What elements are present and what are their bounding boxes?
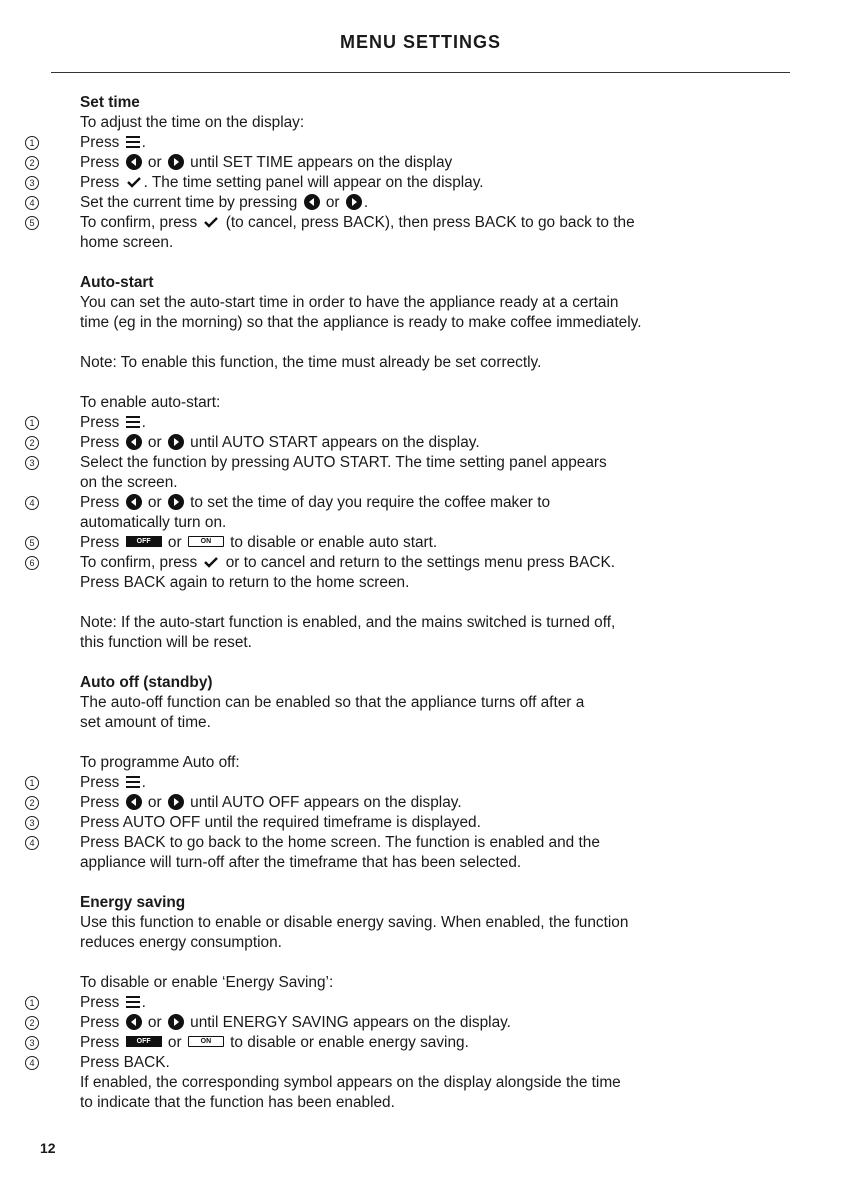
off-button-icon: OFF: [126, 536, 162, 547]
left-arrow-icon: [126, 154, 142, 170]
set-time-step-3: 3 Press . The time setting panel will appear on the display.: [80, 173, 780, 193]
step-number: 2: [25, 156, 39, 170]
right-arrow-icon: [168, 154, 184, 170]
step-number: 6: [25, 556, 39, 570]
left-arrow-icon: [126, 434, 142, 450]
set-time-step-4: 4 Set the current time by pressing or .: [80, 193, 780, 213]
auto-start-step-1: 1 Press .: [80, 413, 780, 433]
off-button-icon: OFF: [126, 1036, 162, 1047]
check-icon: [126, 175, 142, 189]
section-heading-set-time: Set time: [80, 94, 140, 111]
step-number: 1: [25, 996, 39, 1010]
auto-start-step-4: 4 Press or to set the time of day you require the coffee maker to: [80, 493, 780, 513]
auto-off-desc-2: set amount of time.: [80, 714, 211, 731]
auto-off-step-4-cont: appliance will turn-off after the timeframe that has been selected.: [80, 854, 522, 871]
step-number: 2: [25, 436, 39, 450]
right-arrow-icon: [168, 1014, 184, 1030]
section-heading-energy-saving: Energy saving: [80, 894, 186, 911]
right-arrow-icon: [168, 434, 184, 450]
set-time-step-5: 5 To confirm, press (to cancel, press BACK), then press BACK to go back to the: [80, 213, 780, 233]
energy-saving-intro: To disable or enable ‘Energy Saving’:: [80, 974, 334, 991]
auto-start-step-4-cont: automatically turn on.: [80, 514, 227, 531]
auto-start-desc-1: You can set the auto-start time in order to have the appliance ready at a certain: [80, 294, 619, 311]
auto-start-note-2b: this function will be reset.: [80, 634, 252, 651]
energy-saving-step-2: 2 Press or until ENERGY SAVING appears on the display.: [80, 1013, 780, 1033]
auto-start-step-5: 5 Press OFF or ON to disable or enable auto start.: [80, 533, 780, 553]
menu-icon: [126, 996, 140, 1008]
set-time-step-2: 2 Press or until SET TIME appears on the display: [80, 153, 780, 173]
energy-saving-step-1: 1 Press .: [80, 993, 780, 1013]
step-number: 3: [25, 1036, 39, 1050]
section-heading-auto-start: Auto-start: [80, 274, 154, 291]
energy-saving-desc-2: reduces energy consumption.: [80, 934, 282, 951]
left-arrow-icon: [304, 194, 320, 210]
step-number: 3: [25, 456, 39, 470]
menu-icon: [126, 416, 140, 428]
energy-saving-step-4-cont2: to indicate that the function has been enabled.: [80, 1094, 395, 1111]
step-number: 4: [25, 1056, 39, 1070]
step-number: 4: [25, 836, 39, 850]
auto-off-desc-1: The auto-off function can be enabled so that the appliance turns off after a: [80, 694, 585, 711]
check-icon: [203, 555, 219, 569]
auto-start-step-6-cont: Press BACK again to return to the home screen.: [80, 574, 410, 591]
auto-off-step-1: 1 Press .: [80, 773, 780, 793]
auto-off-intro: To programme Auto off:: [80, 754, 240, 771]
energy-saving-step-4: 4 Press BACK.: [80, 1053, 780, 1073]
on-button-icon: ON: [188, 1036, 224, 1047]
auto-start-step-3-cont: on the screen.: [80, 474, 178, 491]
step-number: 4: [25, 196, 39, 210]
right-arrow-icon: [346, 194, 362, 210]
check-icon: [203, 215, 219, 229]
left-arrow-icon: [126, 1014, 142, 1030]
set-time-step-1: 1 Press .: [80, 133, 780, 153]
page-number: 12: [40, 1140, 56, 1156]
energy-saving-desc-1: Use this function to enable or disable energy saving. When enabled, the function: [80, 914, 629, 931]
menu-icon: [126, 136, 140, 148]
step-number: 2: [25, 796, 39, 810]
right-arrow-icon: [168, 794, 184, 810]
step-number: 3: [25, 176, 39, 190]
left-arrow-icon: [126, 794, 142, 810]
step-number: 2: [25, 1016, 39, 1030]
left-arrow-icon: [126, 494, 142, 510]
step-number: 1: [25, 776, 39, 790]
auto-off-step-4: 4 Press BACK to go back to the home screen. The function is enabled and the: [80, 833, 780, 853]
section-heading-auto-off: Auto off (standby): [80, 674, 213, 691]
header-divider: [51, 72, 790, 73]
step-number: 4: [25, 496, 39, 510]
auto-start-step-2: 2 Press or until AUTO START appears on the display.: [80, 433, 780, 453]
auto-start-step-3: 3 Select the function by pressing AUTO START. The time setting panel appears: [80, 453, 780, 473]
auto-start-note-2a: Note: If the auto-start function is enabled, and the mains switched is turned off,: [80, 614, 616, 631]
auto-start-note: Note: To enable this function, the time must already be set correctly.: [80, 354, 542, 371]
step-number: 5: [25, 216, 39, 230]
right-arrow-icon: [168, 494, 184, 510]
menu-icon: [126, 776, 140, 788]
auto-start-step-6: 6 To confirm, press or to cancel and return to the settings menu press BACK.: [80, 553, 780, 573]
step-number: 1: [25, 416, 39, 430]
on-button-icon: ON: [188, 536, 224, 547]
step-number: 3: [25, 816, 39, 830]
page-title: MENU SETTINGS: [339, 32, 501, 52]
set-time-step-5-cont: home screen.: [80, 234, 174, 251]
auto-off-step-3: 3 Press AUTO OFF until the required timeframe is displayed.: [80, 813, 780, 833]
auto-start-intro: To enable auto-start:: [80, 394, 221, 411]
page-content: [29, 93, 780, 1113]
auto-start-desc-2: time (eg in the morning) so that the appliance is ready to make coffee immediately.: [80, 314, 642, 331]
set-time-intro: To adjust the time on the display:: [80, 114, 305, 131]
auto-off-step-2: 2 Press or until AUTO OFF appears on the display.: [80, 793, 780, 813]
step-number: 1: [25, 136, 39, 150]
energy-saving-step-3: 3 Press OFF or ON to disable or enable energy saving.: [80, 1033, 780, 1053]
step-number: 5: [25, 536, 39, 550]
energy-saving-step-4-cont: If enabled, the corresponding symbol appears on the display alongside the time: [80, 1074, 621, 1091]
